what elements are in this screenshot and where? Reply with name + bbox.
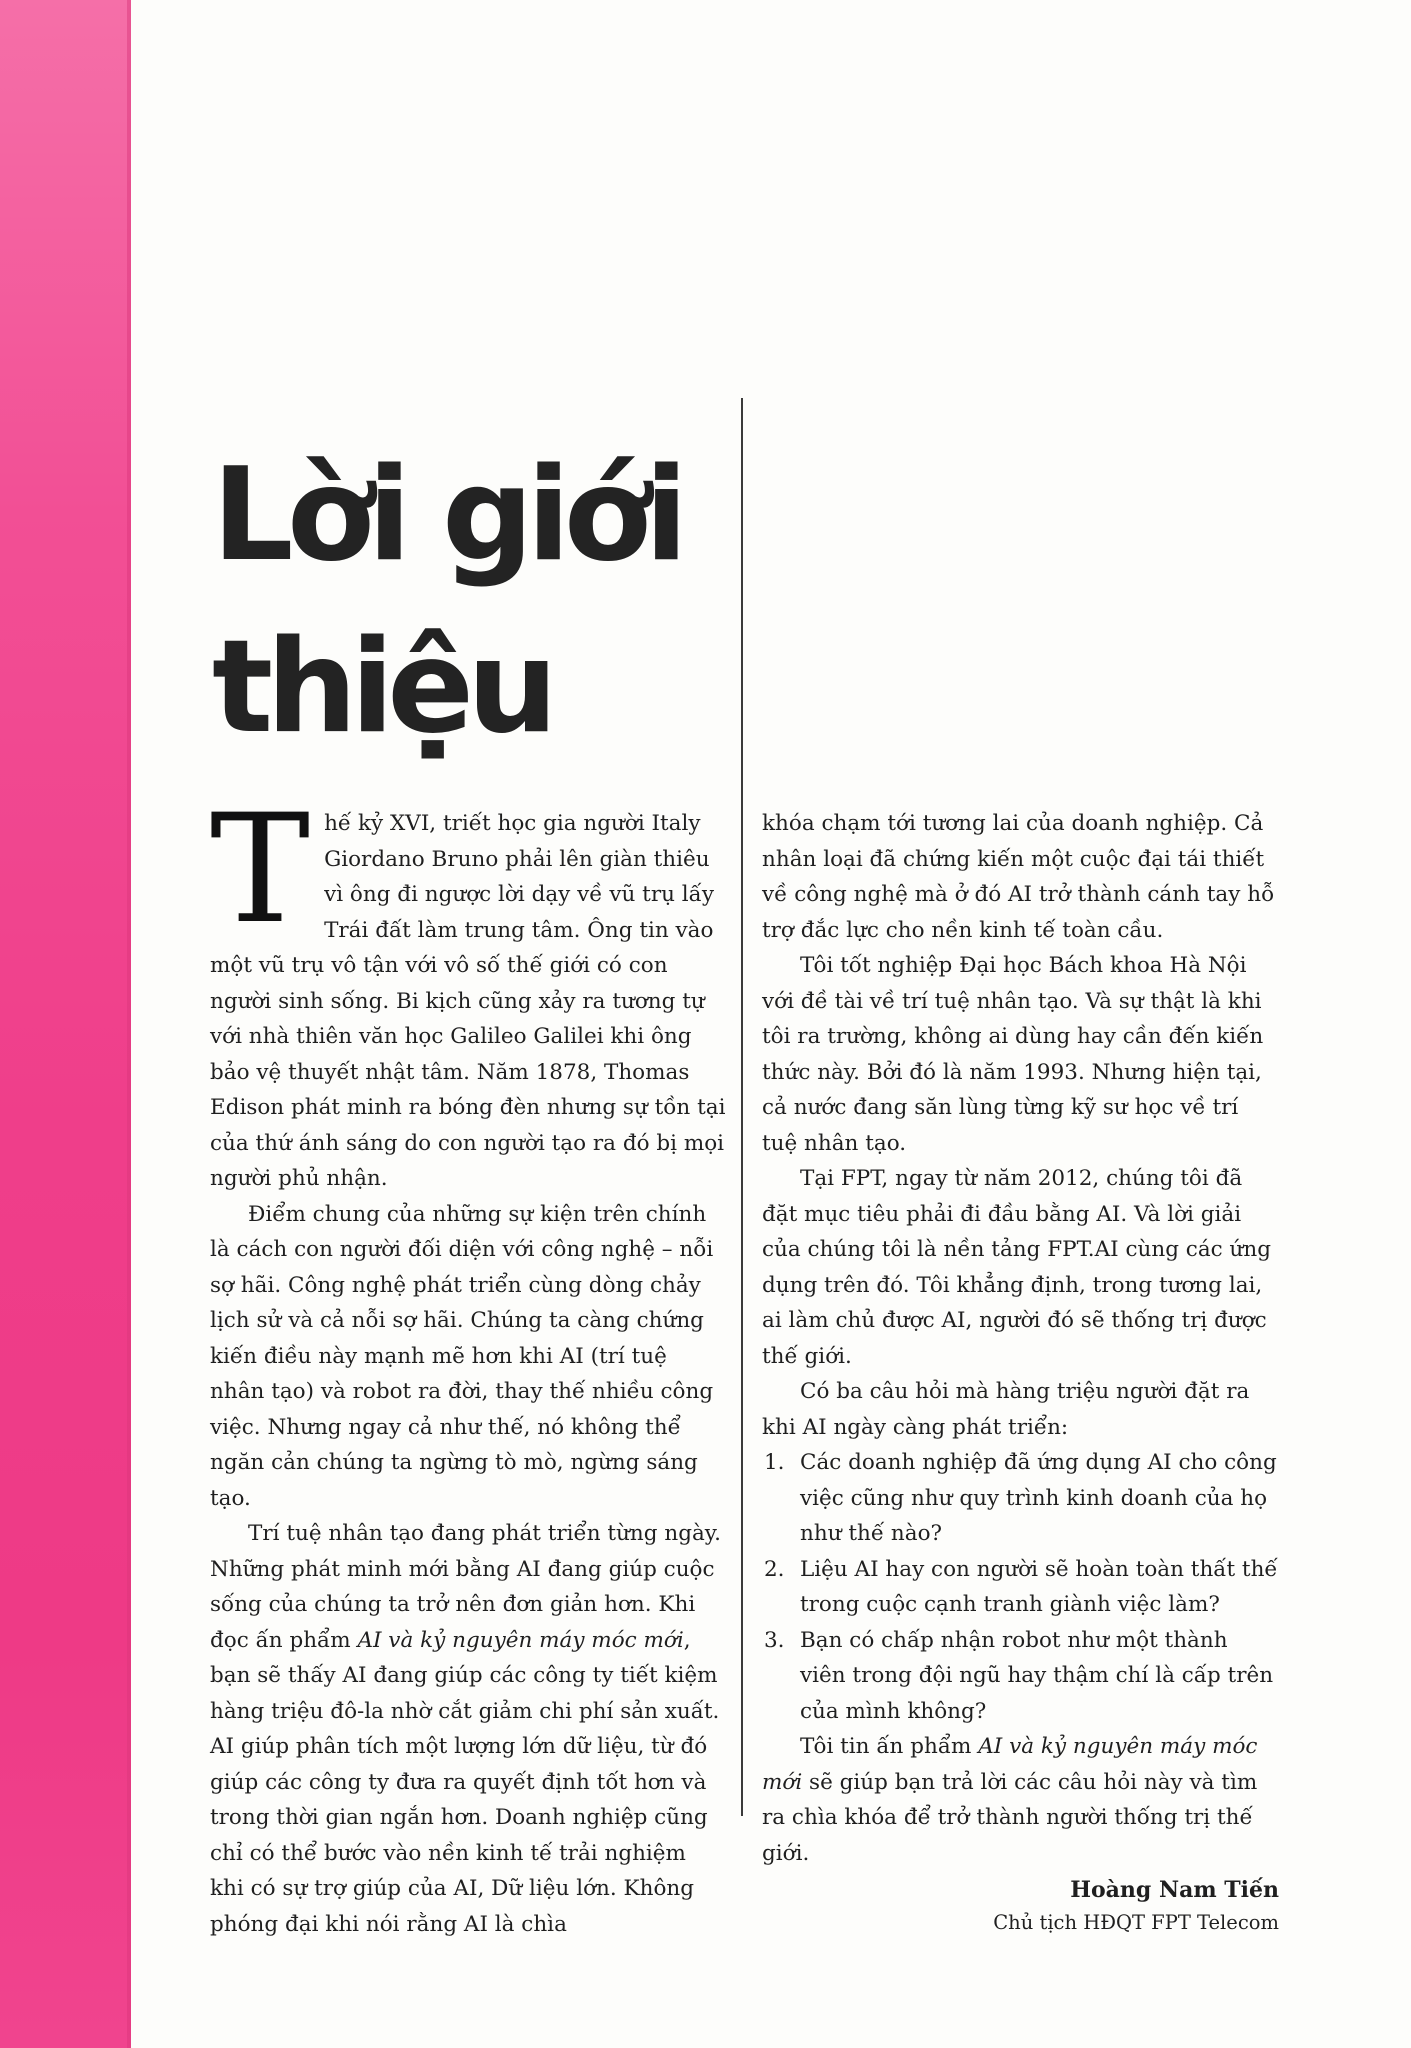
question-text: Liệu AI hay con người sẽ hoàn toàn thất thế trong cuộc cạnh tranh giành việc làm?: [800, 1556, 1278, 1617]
left-column: [210, 783, 726, 1942]
closing-paragraph-end: sẽ giúp bạn trả lời các câu hỏi này và tìm ra chìa khóa để trở thành người thống trị thế giới.: [762, 1769, 1258, 1866]
question-number: 3.: [764, 1627, 785, 1653]
pink-spine-band: [0, 0, 131, 2048]
author-role: Chủ tịch HĐQT FPT Telecom: [993, 1911, 1279, 1934]
book-title-italic: AI và kỷ nguyên máy móc mới: [762, 1734, 1258, 1795]
paragraph-ai-growth-end: , bạn sẽ thấy AI đang giúp các công ty tiết kiệm hàng triệu đô-la nhờ cắt giảm chi phí sản xuất. AI giúp phân tích một lượng lớn dữ liệu, từ đó giúp các công ty đưa ra quyết định tốt hơn và trong thời gian ngắn hơn. Doanh nghiệp cũng chỉ có thể bước vào nền kinh tế trải nghiệm khi có sự trợ giúp của AI, Dữ liệu lớn. Không phóng đại khi nói rằng AI là chìa: [210, 1627, 720, 1937]
question-number: 1.: [764, 1450, 785, 1475]
title-line-1: Lời giới: [212, 441, 682, 590]
author-name: Hoàng Nam Tiến: [1070, 1877, 1279, 1903]
closing-paragraph: [762, 1729, 1279, 1871]
signature-block: [762, 1873, 1279, 1939]
question-list: [762, 1445, 1279, 1729]
paragraph-ai-growth: [210, 1516, 726, 1942]
column-divider: [741, 398, 743, 1816]
closing-paragraph-start: Tôi tin ấn phẩm: [800, 1734, 979, 1759]
paragraph-fpt: Tại FPT, ngay từ năm 2012, chúng tôi đã đặt mục tiêu phải đi đầu bằng AI. Và lời giải của chúng tôi là nền tảng FPT.AI cùng các ứng dụng trên đó. Tôi khẳng định, trong tương lai, ai làm chủ được AI, người đó sẽ thống trị được thế giới.: [762, 1166, 1271, 1369]
opening-paragraph: [210, 783, 726, 1197]
drop-cap: T: [210, 783, 311, 957]
question-text: Các doanh nghiệp đã ứng dụng AI cho công việc cũng như quy trình kinh doanh của họ như thế nào?: [800, 1450, 1277, 1546]
paragraph-questions-intro: Có ba câu hỏi mà hàng triệu người đặt ra khi AI ngày càng phát triển:: [762, 1379, 1250, 1440]
list-item: [762, 1552, 1279, 1623]
right-column: [762, 806, 1279, 1939]
title-line-2: thiệu: [212, 613, 552, 762]
paragraph-graduation: Tôi tốt nghiệp Đại học Bách khoa Hà Nội với đề tài về trí tuệ nhân tạo. Và sự thật là khi tôi ra trường, không ai dùng hay cần đến kiến thức này. Bởi đó là năm 1993. Nhưng hiện tại, cả nước đang săn lùng từng kỹ sư học về trí tuệ nhân tạo.: [762, 953, 1264, 1156]
paragraph-ai-growth-start: Trí tuệ nhân tạo đang phát triển từng ngày. Những phát minh mới bằng AI đang giúp cuộc sống của chúng ta trở nên đơn giản hơn. Khi đọc ấn phẩm: [210, 1521, 721, 1653]
spine-edge-shadow: [127, 0, 131, 2048]
paragraph-fear: Điểm chung của những sự kiện trên chính là cách con người đối diện với công nghệ – nỗi sợ hãi. Công nghệ phát triển cùng dòng chảy lịch sử và cả nỗi sợ hãi. Chúng ta càng chứng kiến điều này mạnh mẽ hơn khi AI (trí tuệ nhân tạo) và robot ra đời, thay thế nhiều công việc. Nhưng ngay cả như thế, nó không thể ngăn cản chúng ta ngừng tò mò, ngừng sáng tạo.: [210, 1201, 714, 1511]
question-number: 2.: [764, 1556, 785, 1582]
list-item: [762, 1623, 1279, 1730]
page-title: [212, 430, 732, 774]
opening-paragraph-text: hế kỷ XVI, triết học gia người Italy Giordano Bruno phải lên giàn thiêu vì ông đi ngược lời dạy về vũ trụ lấy Trái đất làm trung tâm. Ông tin vào một vũ trụ vô tận với vô số thế giới có con người sinh sống. Bi kịch cũng xảy ra tương tự với nhà thiên văn học Galileo Galilei khi ông bảo vệ thuyết nhật tâm. Năm 1878, Thomas Edison phát minh ra bóng đèn nhưng sự tồn tại của thứ ánh sáng do con người tạo ra đó bị mọi người phủ nhận.: [210, 811, 726, 1191]
list-item: [762, 1445, 1279, 1552]
question-text: Bạn có chấp nhận robot như một thành viên trong đội ngũ hay thậm chí là cấp trên của mình không?: [800, 1627, 1274, 1724]
book-title-italic: AI và kỷ nguyên máy móc mới: [357, 1627, 684, 1653]
continuation-paragraph: khóa chạm tới tương lai của doanh nghiệp. Cả nhân loại đã chứng kiến một cuộc đại tái thiết về công nghệ mà ở đó AI trở thành cánh tay hỗ trợ đắc lực cho nền kinh tế toàn cầu.: [762, 811, 1275, 943]
